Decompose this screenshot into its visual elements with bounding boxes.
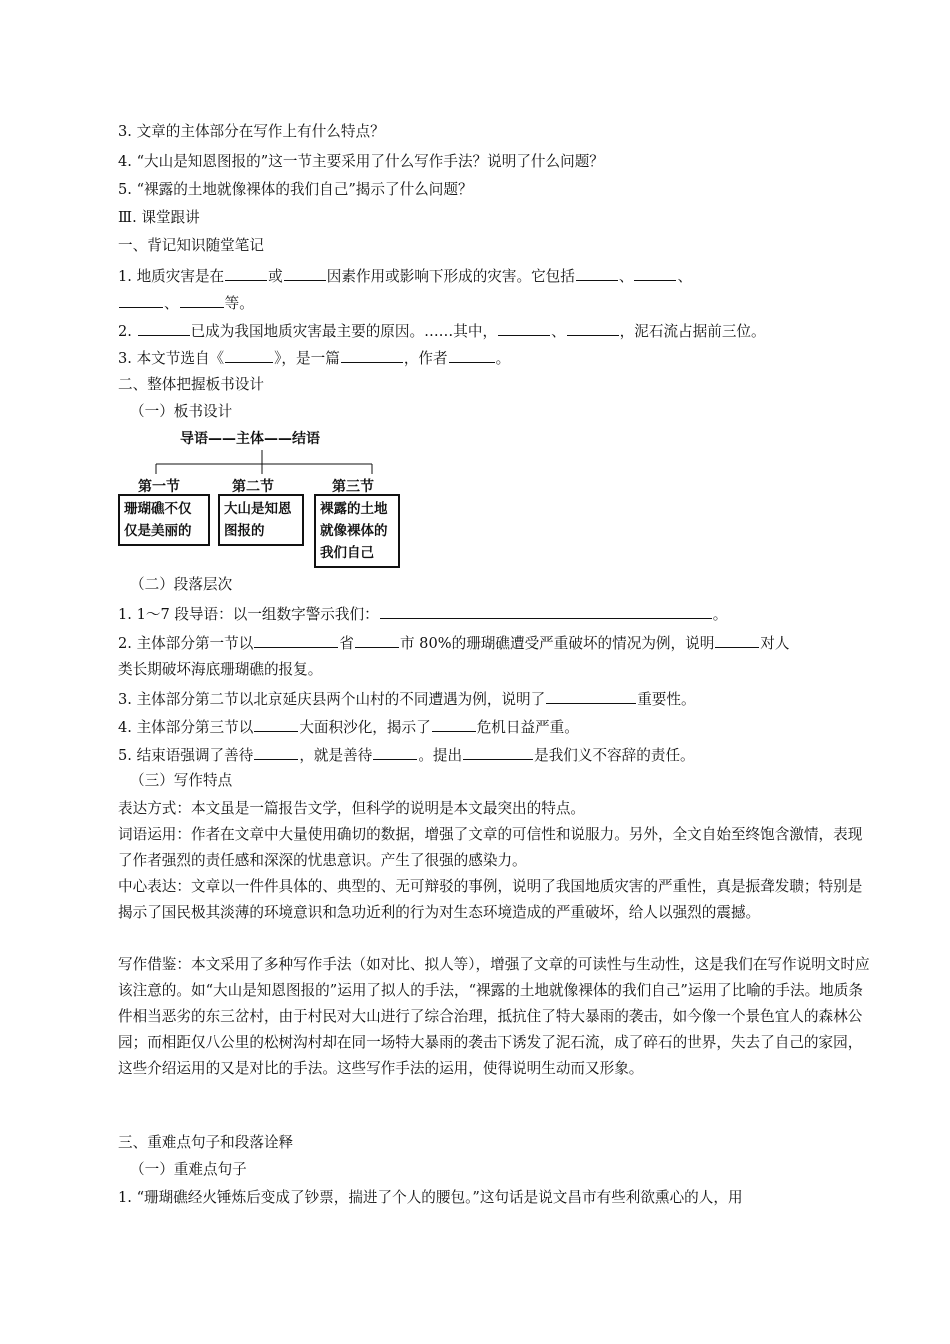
part-heading-1: 一、背记知识随堂笔记 [118,237,264,254]
paragraph-level-3: 3. 主体部分第二节以北京延庆县两个山村的不同遭遇为例，说明了 重要性。 [118,688,878,710]
board-box-3: 裸露的土地 就像裸体的 我们自己 [314,494,400,568]
sub-heading-writing: （三）写作特点 [130,772,233,789]
part-heading-2: 二、整体把握板书设计 [118,376,264,393]
board-section-2: 第二节 [232,479,274,495]
key-sentence-1: 1. “珊瑚礁经火锤炼后变成了钞票，揣进了个人的腰包。”这句话是说文昌市有些利欲熏心的人，用 [118,1189,743,1206]
question-3: 3. 文章的主体部分在写作上有什么特点？ [118,123,385,140]
writing-center: 中心表达：文章以一件件具体的、典型的、无可辩驳的事例，说明了我国地质灾害的严重性，真是振聋发聩；特别是揭示了国民极其淡薄的环境意识和急功近利的行为对生态环境造成的严重破坏，给人以强烈的震撼。 [118,878,863,921]
question-5: 5. “裸露的土地就像裸体的我们自己”揭示了什么问题？ [118,181,473,198]
note-1-line-2: 、 等。 [118,292,878,314]
note-2: 2. 已成为我国地质灾害最主要的原因。……其中， 、 ，泥石流占据前三位。 [118,320,878,342]
board-section-1: 第一节 [138,479,180,495]
question-4: 4. “大山是知恩图报的”这一节主要采用了什么写作手法？说明了什么问题？ [118,153,604,170]
section-heading-3: Ⅲ. 课堂跟讲 [118,209,200,226]
note-3: 3. 本文节选自《 》，是一篇 ，作者 。 [118,347,878,369]
writing-wording: 词语运用：作者在文章中大量使用确切的数据，增强了文章的可信性和说服力。另外，全文自始至终饱含激情，表现了作者强烈的责任感和深深的忧患意识。产生了很强的感染力。 [118,826,863,869]
board-section-3: 第三节 [332,479,374,495]
sub-heading-paragraphs: （二）段落层次 [130,576,233,593]
part-heading-3: 三、重难点句子和段落诠释 [118,1134,294,1151]
writing-reference: 写作借鉴：本文采用了多种写作手法（如对比、拟人等），增强了文章的可读性与生动性，这是我们在写作说明文时应该注意的。如“大山是知恩图报的”运用了拟人的手法，“裸露的土地就像裸体的我们自己”运用了比喻的手法。地质条件相当恶劣的东三岔村，由于村民对大山进行了综合治理，抵抗住了特大暴雨的袭击，如今像一个景色宜人的森林公园；而相距仅八公里的松树沟村却在同一场特大暴雨的袭击下诱发了泥石流，成了碎石的世界，失去了自己的家园，这些介绍运用的又是对比的手法。这些写作手法的运用，使得说明生动而又形象。 [118,956,870,1077]
sub-heading-board: （一）板书设计 [130,403,233,420]
paragraph-level-5: 5. 结束语强调了善待 ，就是善待 。提出 是我们义不容辞的责任。 [118,744,878,766]
paragraph-level-4: 4. 主体部分第三节以 大面积沙化，揭示了 危机日益严重。 [118,716,878,738]
note-1-line-1: 1. 地质灾害是在 或 因素作用或影响下形成的灾害。它包括 、 、 [118,265,878,287]
paragraph-level-2-line-2: 类长期破坏海底珊瑚礁的报复。 [118,661,323,678]
board-top-label: 导语——主体——结语 [180,431,320,447]
sub-heading-sentences: （一）重难点句子 [130,1161,247,1178]
paragraph-level-2-line-1: 2. 主体部分第一节以 省 市 80%的珊瑚礁遭受严重破坏的情况为例，说明 对人 [118,632,878,654]
board-design-diagram [118,428,408,568]
writing-expression: 表达方式：本文虽是一篇报告文学，但科学的说明是本文最突出的特点。 [118,800,586,817]
board-box-2: 大山是知恩 图报的 [218,494,304,546]
board-box-1: 珊瑚礁不仅 仅是美丽的 [118,494,210,546]
paragraph-level-1: 1. 1～7 段导语：以一组数字警示我们： 。 [118,603,878,625]
